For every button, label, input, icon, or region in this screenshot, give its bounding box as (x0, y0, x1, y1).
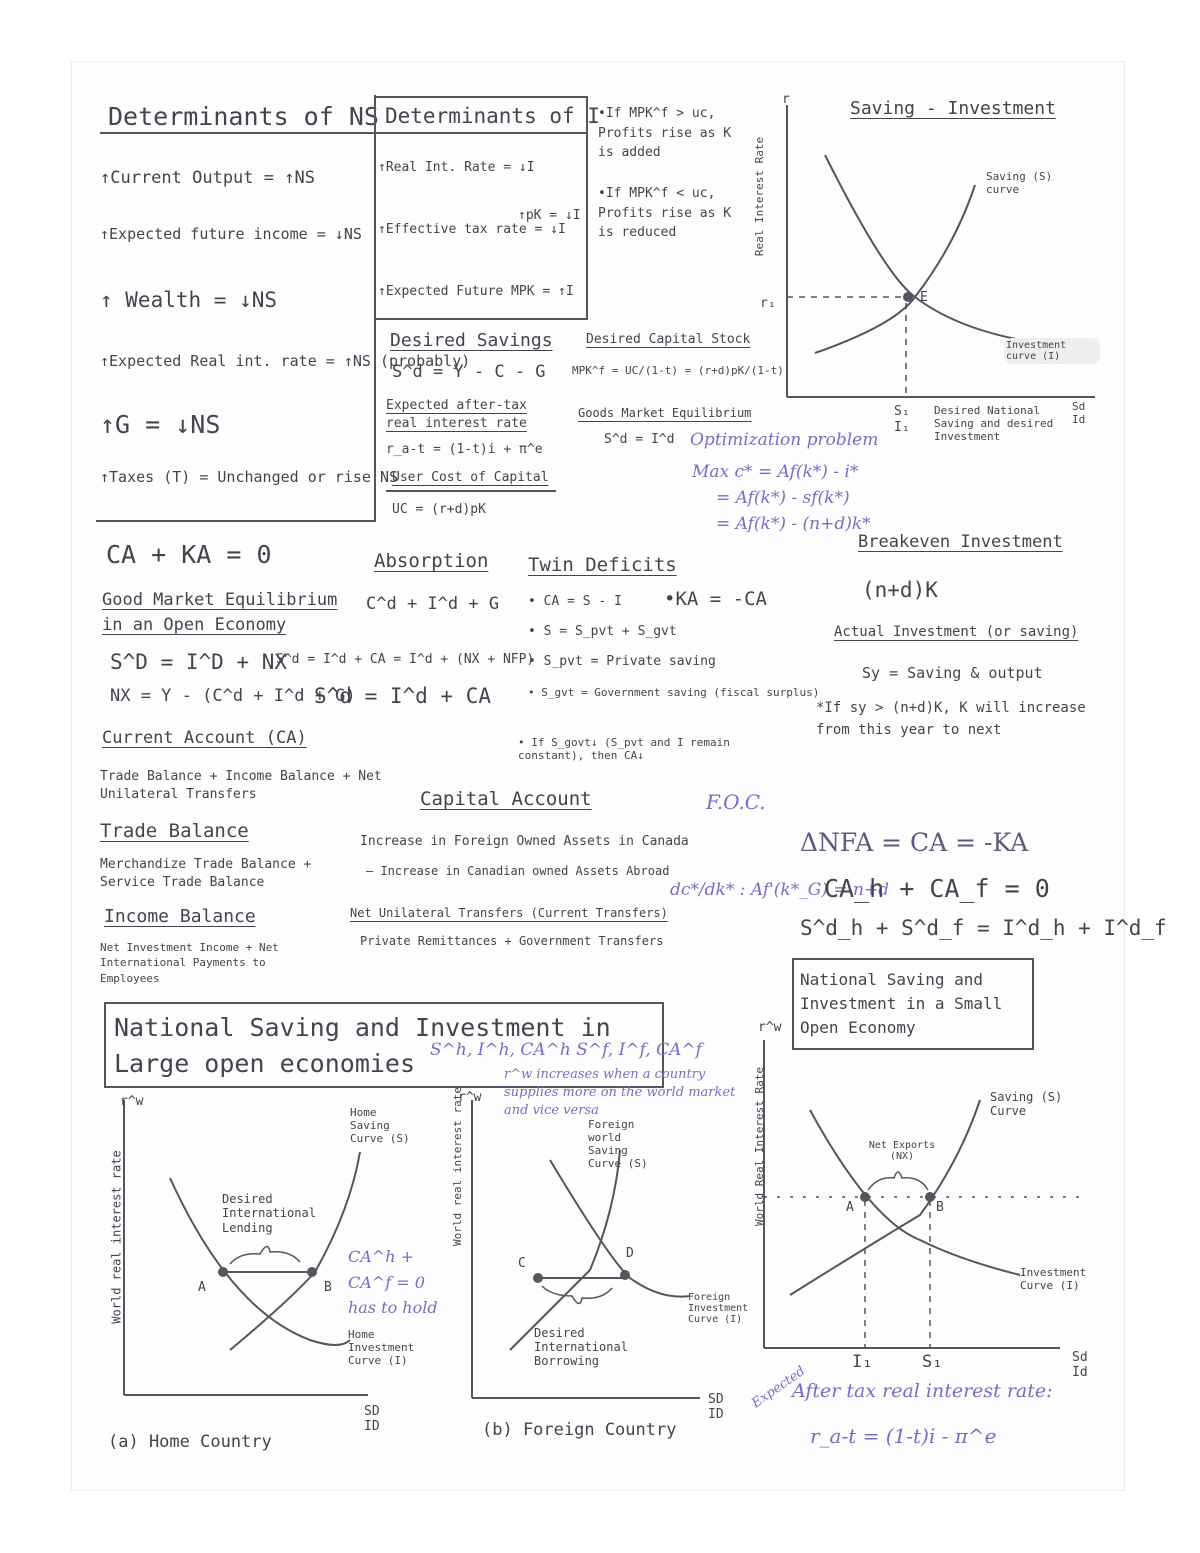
si-x-caption: Desired National Saving and desired Investment (934, 404, 1054, 443)
actual-investment-title: Actual Investment (or saving) (834, 624, 1079, 640)
foreign-y-axis: World real interest rate (450, 1087, 464, 1246)
small-rw: r^w (758, 1020, 782, 1035)
inv-item-2: ↑Effective tax rate = ↓I (378, 222, 566, 237)
absorption-formula: C^d + I^d + G (366, 594, 500, 614)
home-y-axis: World real interest rate (109, 1150, 124, 1324)
trade-balance-title: Trade Balance (100, 820, 249, 842)
home-rw: r^w (120, 1094, 144, 1109)
twin-2: • S = S_pvt + S_gvt (528, 624, 677, 639)
foreign-rw: r^w (458, 1090, 482, 1105)
user-cost-formula: UC = (r+d)pK (392, 502, 486, 517)
large-title: National Saving and Investment in Large open economies (114, 1013, 611, 1079)
ns-item-4: ↑Expected Real int. rate = ↑NS (probably) (100, 352, 471, 370)
inv-title: Determinants of I (385, 104, 600, 128)
inv-item-4: ↑Expected Future MPK = ↑I (378, 284, 574, 299)
small-expected: Expected (749, 1363, 809, 1412)
small-i1: I₁ (852, 1352, 873, 1372)
foc-derivative: dc*/dk* : Af'(k*_G) = n+d (670, 880, 890, 900)
breakeven-note: *If sy > (n+d)K, K will increase from this year to next (816, 700, 1086, 738)
twin-4: • S_gvt = Government saving (fiscal surplus) (528, 686, 820, 699)
optimization-line-1: Max c* = Af(k*) - i* (692, 462, 859, 482)
si-i1: I₁ (894, 420, 910, 435)
ka-eq: •KA = -CA (664, 588, 767, 610)
current-account-title: Current Account (CA) (102, 728, 307, 748)
actual-investment-formula: Sy = Saving & output (862, 664, 1043, 682)
desired-savings-formula: S^d = Y - C - G (392, 362, 546, 382)
small-title: National Saving and Investment in a Small Open Economy (800, 970, 1003, 1037)
nfa-eq-2: CA_h + CA_f = 0 (824, 874, 1050, 903)
home-saving: Home Saving Curve (S) (350, 1106, 410, 1145)
inv-title-underline (374, 132, 586, 134)
optimization-line-3: = Af(k*) - (n+d)k* (716, 514, 871, 534)
ns-item-2: ↑Expected future income = ↓NS (100, 225, 362, 243)
home-gap: Desired International Lending (222, 1192, 316, 1235)
desired-savings-title: Desired Savings (390, 330, 553, 351)
ns-item-6: ↑Taxes (T) = Unchanged or rise NS (100, 468, 399, 486)
si-x-end: Sd Id (1072, 400, 1086, 426)
after-tax-formula: r_a-t = (1-t)i + π^e (386, 442, 543, 457)
breakeven-formula: (n+d)K (862, 578, 938, 602)
open-eq-1: S^D = I^D + NX (110, 650, 288, 674)
si-e-label: E (920, 290, 928, 305)
income-balance-title: Income Balance (104, 906, 256, 927)
ca-ka-eq: CA + KA = 0 (106, 540, 272, 569)
home-investment: Home Investment Curve (I) (348, 1328, 415, 1367)
ns-item-1: ↑Current Output = ↑NS (100, 168, 315, 188)
home-x-end: SD ID (364, 1404, 380, 1434)
ns-title-underline (100, 132, 375, 134)
twin-title: Twin Deficits (528, 554, 677, 576)
twin-3: • S_pvt = Private saving (528, 654, 716, 669)
small-after-tax-formula: r_a-t = (1-t)i - π^e (810, 1424, 997, 1448)
small-y-axis: World Real Interest Rate (752, 1067, 766, 1226)
open-eq-4: S^d = I^d + CA (314, 684, 492, 708)
capital-line-1: Increase in Foreign Owned Assets in Canada (360, 834, 689, 849)
gme-formula: S^d = I^d (604, 432, 675, 447)
after-tax-title: Expected after-tax real interest rate (386, 398, 527, 432)
foreign-c: C (518, 1256, 526, 1271)
foreign-saving: Foreign world Saving Curve (S) (588, 1118, 648, 1170)
open-gme-title: Good Market Equilibrium in an Open Economy (102, 590, 338, 635)
nfa-eq-1: ΔNFA = CA = -KA (800, 828, 1029, 857)
twin-1: • CA = S - I (528, 594, 622, 609)
user-cost-title: User Cost of Capital (392, 470, 549, 485)
income-balance: Net Investment Income + Net International Payments to Employees (100, 941, 279, 985)
small-nx: Net Exports (NX) (868, 1140, 936, 1162)
foreign-investment: Foreign Investment Curve (I) (688, 1292, 749, 1325)
si-s1: S₁ (894, 404, 910, 419)
inv-note-2: •If MPK^f < uc, Profits rise as K is reduced (598, 186, 732, 240)
foreign-gap: Desired International Borrowing (534, 1326, 628, 1368)
si-investment-curve: Investment curve (I) (1004, 338, 1100, 364)
open-eq-2: S^d = I^d + CA = I^d + (NX + NFP) (276, 652, 535, 667)
small-a: A (846, 1200, 854, 1215)
current-account-formula: Trade Balance + Income Balance + Net Unilateral Transfers (100, 769, 382, 803)
small-after-tax: After tax real interest rate: (792, 1380, 1053, 1402)
small-investment: Investment Curve (I) (1020, 1266, 1087, 1292)
gme-title: Goods Market Equilibrium (578, 406, 752, 420)
si-r1-label: r₁ (760, 296, 776, 311)
home-b: B (324, 1280, 332, 1295)
nut-title: Net Unilateral Transfers (Current Transfers) (350, 906, 668, 920)
foreign-x-end: SD ID (708, 1392, 724, 1422)
absorption-title: Absorption (374, 550, 489, 572)
si-r-label: r (782, 92, 790, 107)
foc-title: F.O.C. (706, 790, 766, 814)
inv-item-3: ↑pK = ↓I (518, 208, 581, 223)
capital-account-title: Capital Account (420, 788, 592, 810)
small-saving: Saving (S) Curve (990, 1090, 1063, 1118)
si-graph-title: Saving - Investment (850, 98, 1056, 119)
small-s1: S₁ (922, 1352, 943, 1372)
optimization-title: Optimization problem (690, 430, 879, 450)
si-saving-curve: Saving (S) curve (986, 170, 1053, 196)
twin-5: • If S_govt↓ (S_pvt and I remain constant), then CA↓ (518, 736, 730, 762)
large-vars: S^h, I^h, CA^h S^f, I^f, CA^f (430, 1040, 702, 1060)
breakeven-title: Breakeven Investment (858, 532, 1063, 552)
small-b: B (936, 1200, 944, 1215)
foreign-caption: (b) Foreign Country (482, 1420, 677, 1440)
capital-stock-formula: MPK^f = UC/(1-t) = (r+d)pK/(1-t) (572, 364, 784, 377)
ns-item-3: ↑ Wealth = ↓NS (100, 288, 278, 312)
ns-title: Determinants of NS (108, 102, 379, 131)
capital-line-2: — Increase in Canadian owned Assets Abroad (366, 864, 670, 878)
ns-item-5: ↑G = ↓NS (100, 410, 221, 439)
inv-item-1: ↑Real Int. Rate = ↓I (378, 160, 535, 175)
nfa-eq-3: S^d_h + S^d_f = I^d_h + I^d_f (800, 916, 1167, 940)
capital-stock-title: Desired Capital Stock (586, 332, 751, 347)
foreign-d: D (626, 1246, 634, 1261)
optimization-line-2: = Af(k*) - sf(k*) (716, 488, 850, 508)
desired-divider (386, 490, 556, 492)
inv-note-1: •If MPK^f > uc, Profits rise as K is added (598, 106, 732, 160)
nut-formula: Private Remittances + Government Transfers (360, 934, 664, 948)
home-caption: (a) Home Country (108, 1432, 272, 1452)
small-x-end: Sd Id (1072, 1350, 1088, 1380)
trade-balance: Merchandize Trade Balance + Service Trade Balance (100, 857, 312, 891)
home-a: A (198, 1280, 206, 1295)
si-y-axis: Real Interest Rate (753, 136, 767, 257)
home-note: CA^h + CA^f = 0 has to hold (348, 1247, 438, 1318)
foreign-note: r^w increases when a country supplies more on the world market and vice versa (504, 1067, 736, 1119)
open-eq-3: NX = Y - (C^d + I^d + G) (110, 686, 356, 706)
small-graph (760, 1040, 1100, 1360)
